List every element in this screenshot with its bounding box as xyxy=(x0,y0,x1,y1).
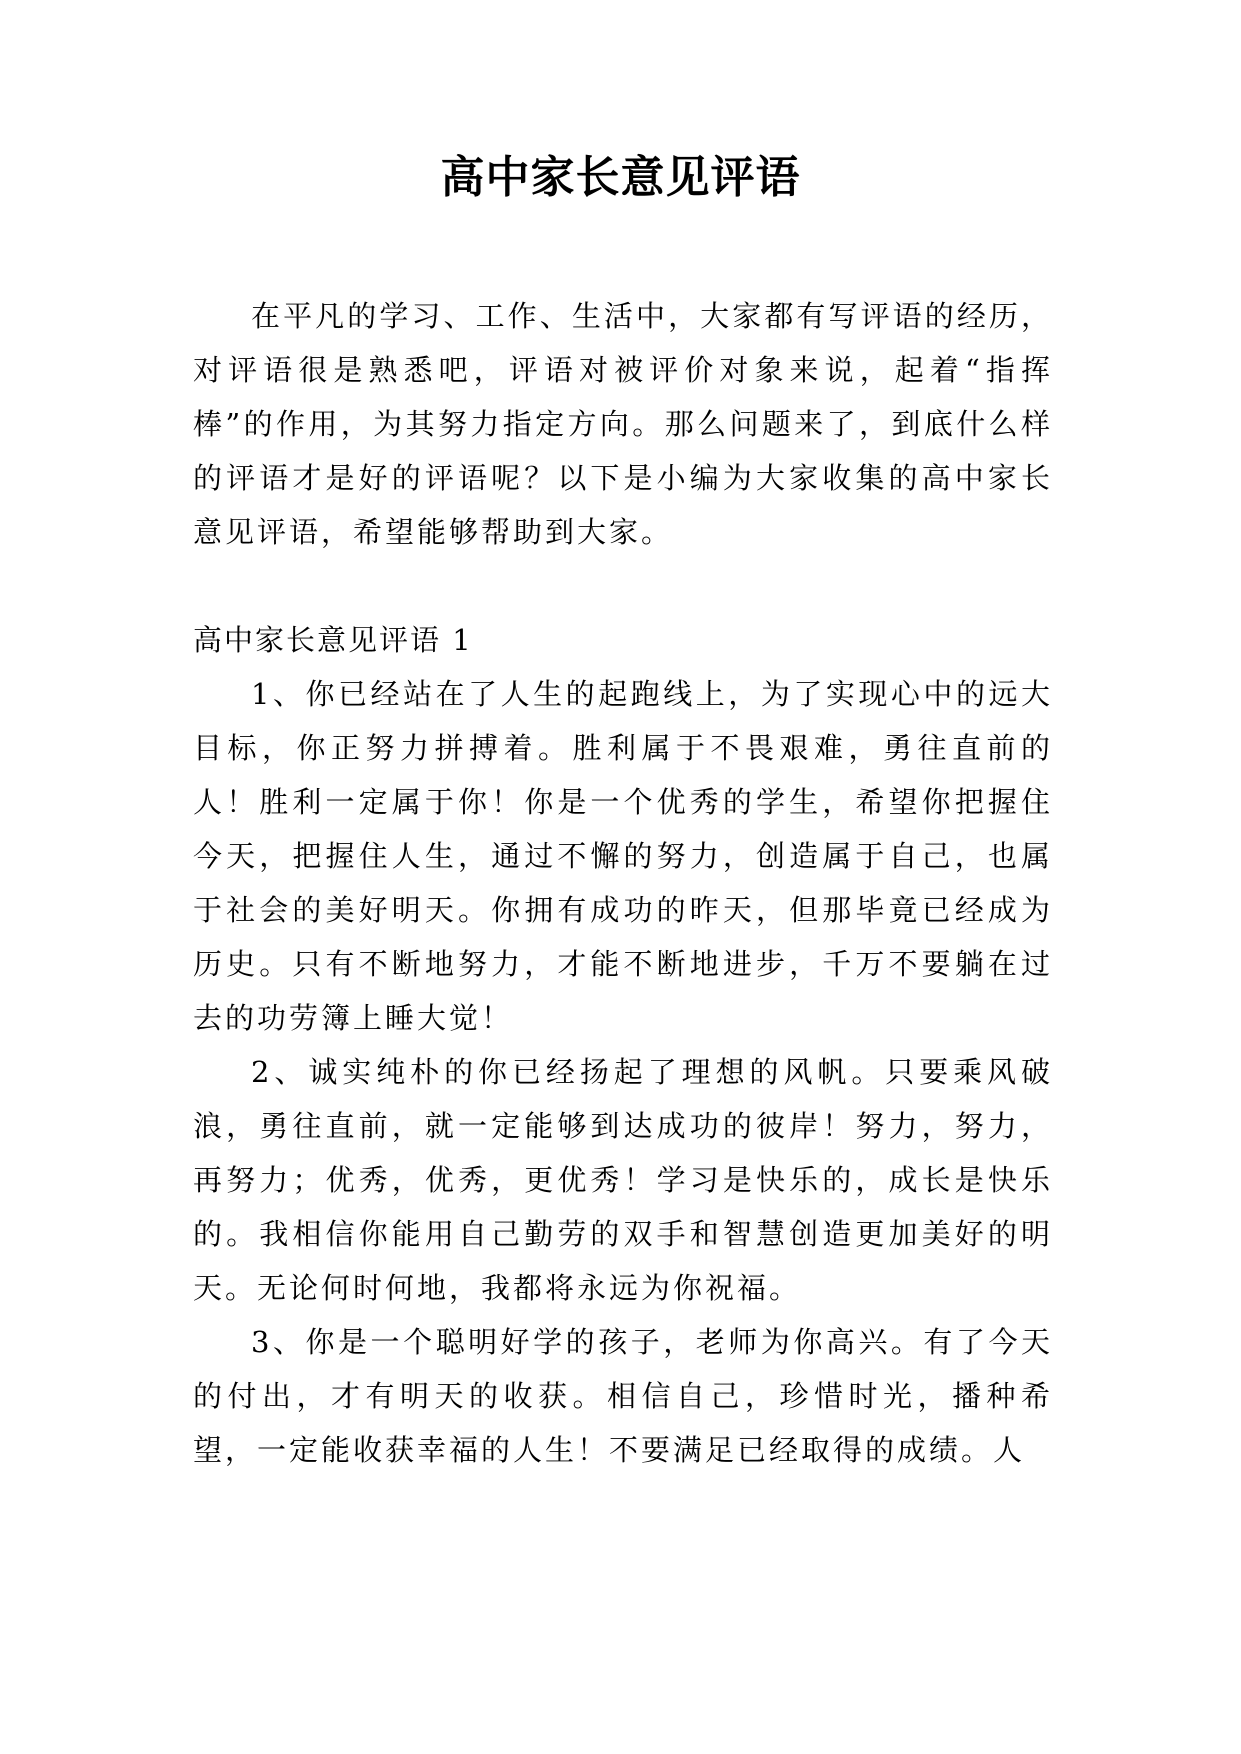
comment-item-1: 1、你已经站在了人生的起跑线上，为了实现心中的远大目标，你正努力拼搏着。胜利属于不畏艰难，勇往直前的人！胜利一定属于你！你是一个优秀的学生，希望你把握住今天，把握住人生，通过不懈的努力，创造属于自己，也属于社会的美好明天。你拥有成功的昨天，但那毕竟已经成为历史。只有不断地努力，才能不断地进步，千万不要躺在过去的功劳簿上睡大觉！ xyxy=(193,677,1053,1035)
document-body xyxy=(193,289,1053,1477)
document-title: 高中家长意见评语 xyxy=(440,152,801,203)
comment-item-2: 2、诚实纯朴的你已经扬起了理想的风帆。只要乘风破浪，勇往直前，就一定能够到达成功的彼岸！努力，努力，再努力；优秀，优秀，更优秀！学习是快乐的，成长是快乐的。我相信你能用自己勤劳的双手和智慧创造更加美好的明天。无论何时何地，我都将永远为你祝福。 xyxy=(193,1055,1053,1305)
comment-item-3: 3、你是一个聪明好学的孩子，老师为你高兴。有了今天的付出，才有明天的收获。相信自己，珍惜时光，播种希望，一定能收获幸福的人生！不要满足已经取得的成绩。人 xyxy=(193,1325,1053,1467)
section-heading: 高中家长意见评语 1 xyxy=(193,623,473,657)
intro-paragraph: 在平凡的学习、工作、生活中，大家都有写评语的经历，对评语很是熟悉吧，评语对被评价对象来说，起着“指挥棒”的作用，为其努力指定方向。那么问题来了，到底什么样的评语才是好的评语呢？以下是小编为大家收集的高中家长意见评语，希望能够帮助到大家。 xyxy=(193,299,1053,549)
